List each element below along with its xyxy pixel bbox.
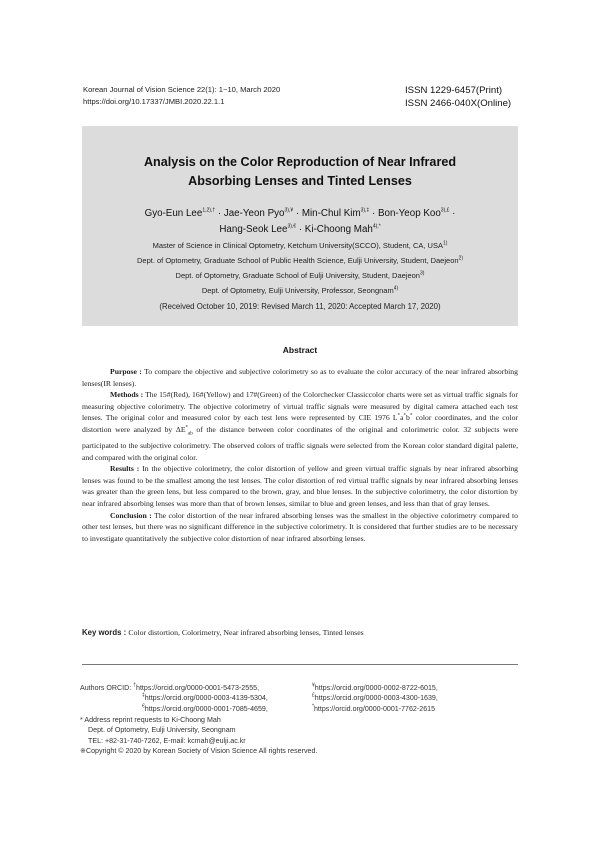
author-list xyxy=(82,206,518,238)
conclusion-label: Conclusion : xyxy=(110,510,152,520)
affiliation-sup: 3) xyxy=(419,270,425,277)
affiliation-text: Master of Science in Clinical Optometry, Ketchum University(SCCO), Student, CA, USA xyxy=(152,241,443,250)
footer-divider xyxy=(82,664,518,665)
doi-link[interactable]: https://doi.org/10.17337/JMBI.2020.22.1.1 xyxy=(83,97,225,106)
orcid-list-left xyxy=(80,683,310,714)
author-sup: 3),¥ xyxy=(284,207,294,214)
paper-title xyxy=(82,153,518,191)
orcid-entry xyxy=(312,693,522,703)
orcid-link[interactable]: https://orcid.org/0000-0001-7085-4659, xyxy=(144,704,268,713)
author-sup: 3),‡ xyxy=(360,207,370,214)
author-line-2: Hang-Seok Lee$^{3),€}$ · Ki-Choong Mah$^{4),*}$ xyxy=(219,223,381,235)
keywords-value: Color distortion, Colorimetry, Near infrared absorbing lenses, Tinted lenses xyxy=(128,628,364,637)
orcid-entry xyxy=(80,693,310,703)
conclusion-text: The color distortion of the near infrared absorbing lenses was the smallest in the objective colorimetry compared to other test lenses, but there was no significant difference in the subjective colorimetry. It is considered that further studies are to be necessary to investigate quantitatively the subjective color distortion of near infrared absorbing lenses. xyxy=(82,510,518,543)
methods-text-b: color coordinates, and the color distortion were analyzed by ΔE xyxy=(82,413,518,434)
title-line-1: Analysis on the Color Reproduction of Near Infrared xyxy=(143,155,457,169)
affiliation xyxy=(82,283,518,298)
affiliation-sup: 2) xyxy=(458,255,463,262)
affiliation-text: Dept. of Optometry, Graduate School of Eulji University, Student, Daejeon xyxy=(175,271,420,280)
orcid-mark: * xyxy=(312,703,314,710)
author-name: Min-Chul Kim xyxy=(301,208,361,219)
abstract-methods: Methods : The 15#(Red), 16#(Yellow) and 17#(Green) of the Colorchecker Classiccolor charts were set as virtual traffic signals for measuring objective colorimetry. The objective colorimetry of virtual traffic signals were measured by digital camera attached each test lenses. The original color and measured color by each test lens were represented by CIE 1976 L*a*b* color coordinates, and the color distortion were analyzed by $\Delta E^*_{ab}$ of the distance between color coordinates of the original and colorimetric color. 32 subjects were participated to the subjective colorimetry. The observed colors of traffic signals were selected from the Korean color standard digital palette, and compared with the original color. xyxy=(82,390,518,462)
purpose-label: Purpose : xyxy=(110,367,142,376)
methods-text-a: The 15#(Red), 16#(Yellow) and 17#(Green) of the Colorchecker Classiccolor charts were set as virtual traffic signals for measuring objective colorimetry. The objective colorimetry of virtual traffic signals were measured by digital camera attached each test lenses. The original color and measured color by each test lens were represented by CIE 1976 L xyxy=(82,390,518,423)
methods-label: Methods : xyxy=(110,390,144,400)
orcid-label: Authors ORCID: xyxy=(80,684,132,692)
author-sup: 4),* xyxy=(372,223,381,230)
issn-online: ISSN 2466-040X(Online) xyxy=(405,98,512,109)
abstract-heading: Abstract xyxy=(282,345,318,355)
orcid-mark: £ xyxy=(312,692,315,699)
orcid-link[interactable]: https://orcid.org/0000-0001-5473-2555, xyxy=(136,684,260,692)
orcid-link[interactable]: https://orcid.org/0000-0003-4300-1639, xyxy=(314,694,438,703)
purpose-text: To compare the objective and subjective colorimetry so as to evaluate the color accuracy of the near infrared absorbing lenses(IR lenses). xyxy=(82,367,518,388)
affiliation xyxy=(82,238,518,253)
orcid-entry xyxy=(312,704,522,714)
copyright: ※Copyright © 2020 by Korean Society of Vision Science All rights reserved. xyxy=(80,746,318,755)
author-sup: 3),£ xyxy=(440,207,450,214)
author-line-1: Gyo-Eun Lee$^{1,2),\dagger}$ · Jae-Yeon Pyo$^{3),¥}$ · Min-Chul Kim$^{3),\ddagger}$ · Bon-Yeop Koo$^{3),£}$ · xyxy=(144,207,456,219)
issn-block xyxy=(405,84,511,110)
orcid-entry xyxy=(80,683,310,693)
affiliation xyxy=(82,253,518,268)
affiliation-sup: 4) xyxy=(393,285,399,292)
journal-info xyxy=(83,84,280,108)
methods-text-c: of the distance between color coordinates of the original and colorimetric color. 32 subjects were participated to the subjective colorimetry. The observed colors of traffic signals were selected from the Korean color standard digital palette, and compared with the original color. xyxy=(82,424,518,462)
orcid-mark: € xyxy=(142,703,145,710)
issn-print: ISSN 1229-6457(Print) xyxy=(405,85,503,96)
affiliation-text: Dept. of Optometry, Graduate School of Public Health Science, Eulji University, Student, Daejeon xyxy=(136,256,459,265)
title-panel xyxy=(82,126,518,326)
correspondence xyxy=(80,715,520,756)
orcid-entry xyxy=(80,704,310,714)
results-label: Results : xyxy=(110,464,140,474)
orcid-link[interactable]: https://orcid.org/0000-0001-7762-2615 xyxy=(313,704,436,713)
abstract-body xyxy=(82,366,518,544)
author-name: Bon-Yeop Koo xyxy=(377,208,441,219)
corr-line: Dept. of Optometry, Eulji University, Seongnam xyxy=(88,726,236,735)
author-name: Hang-Seok Lee xyxy=(219,224,288,235)
abstract-results xyxy=(82,463,518,509)
orcid-entry xyxy=(312,683,522,693)
corr-contact: TEL: +82-31-740-7262, E-mail: kcmah@eulji.ac.kr xyxy=(88,736,246,745)
author-name: Ki-Choong Mah xyxy=(304,224,373,235)
abstract-conclusion xyxy=(82,510,518,545)
orcid-mark: ¥ xyxy=(312,682,315,689)
affiliation-text: Dept. of Optometry, Eulji University, Professor, Seongnam xyxy=(201,286,394,295)
author-sup: 1,2),† xyxy=(202,207,216,214)
author-name: Gyo-Eun Lee xyxy=(144,208,203,219)
author-name: Jae-Yeon Pyo xyxy=(223,208,285,219)
results-text: In the objective colorimetry, the color distortion of yellow and green virtual traffic signals by near infrared absorbing lenses was found to be the smallest among the test lenses. The color distortion of red virtual traffic signals by near infrared absorbing lenses was greater than the green lens, but less compared to the brown, gray, and blue lenses. In the subjective colorimetry, the color distortion by near infrared absorbing lenses was more than that of brown lenses, similar to blue and green lenses, and less than that of gray lenses. xyxy=(82,464,519,509)
title-line-2: Absorbing Lenses and Tinted Lenses xyxy=(188,174,412,188)
author-sup: 3),€ xyxy=(287,223,297,230)
received-dates: (Received October 10, 2019: Revised March 11, 2020: Accepted March 17, 2020) xyxy=(159,302,441,311)
abstract-purpose xyxy=(82,366,518,389)
orcid-list-right xyxy=(312,683,522,714)
keywords-label: Key words : xyxy=(82,628,127,637)
orcid-mark: † xyxy=(133,682,137,689)
corr-line: * Address reprint requests to Ki-Choong Mah xyxy=(80,716,221,724)
keywords xyxy=(82,628,518,637)
affiliation xyxy=(82,268,518,283)
journal-citation: Korean Journal of Vision Science 22(1): 1~10, March 2020 xyxy=(83,85,281,94)
orcid-mark: ‡ xyxy=(142,692,145,699)
orcid-link[interactable]: https://orcid.org/0000-0003-4139-5304, xyxy=(144,694,268,703)
affiliation-sup: 1) xyxy=(442,240,448,247)
affiliation-list xyxy=(82,238,518,298)
orcid-link[interactable]: https://orcid.org/0000-0002-8722-6015, xyxy=(314,684,438,692)
